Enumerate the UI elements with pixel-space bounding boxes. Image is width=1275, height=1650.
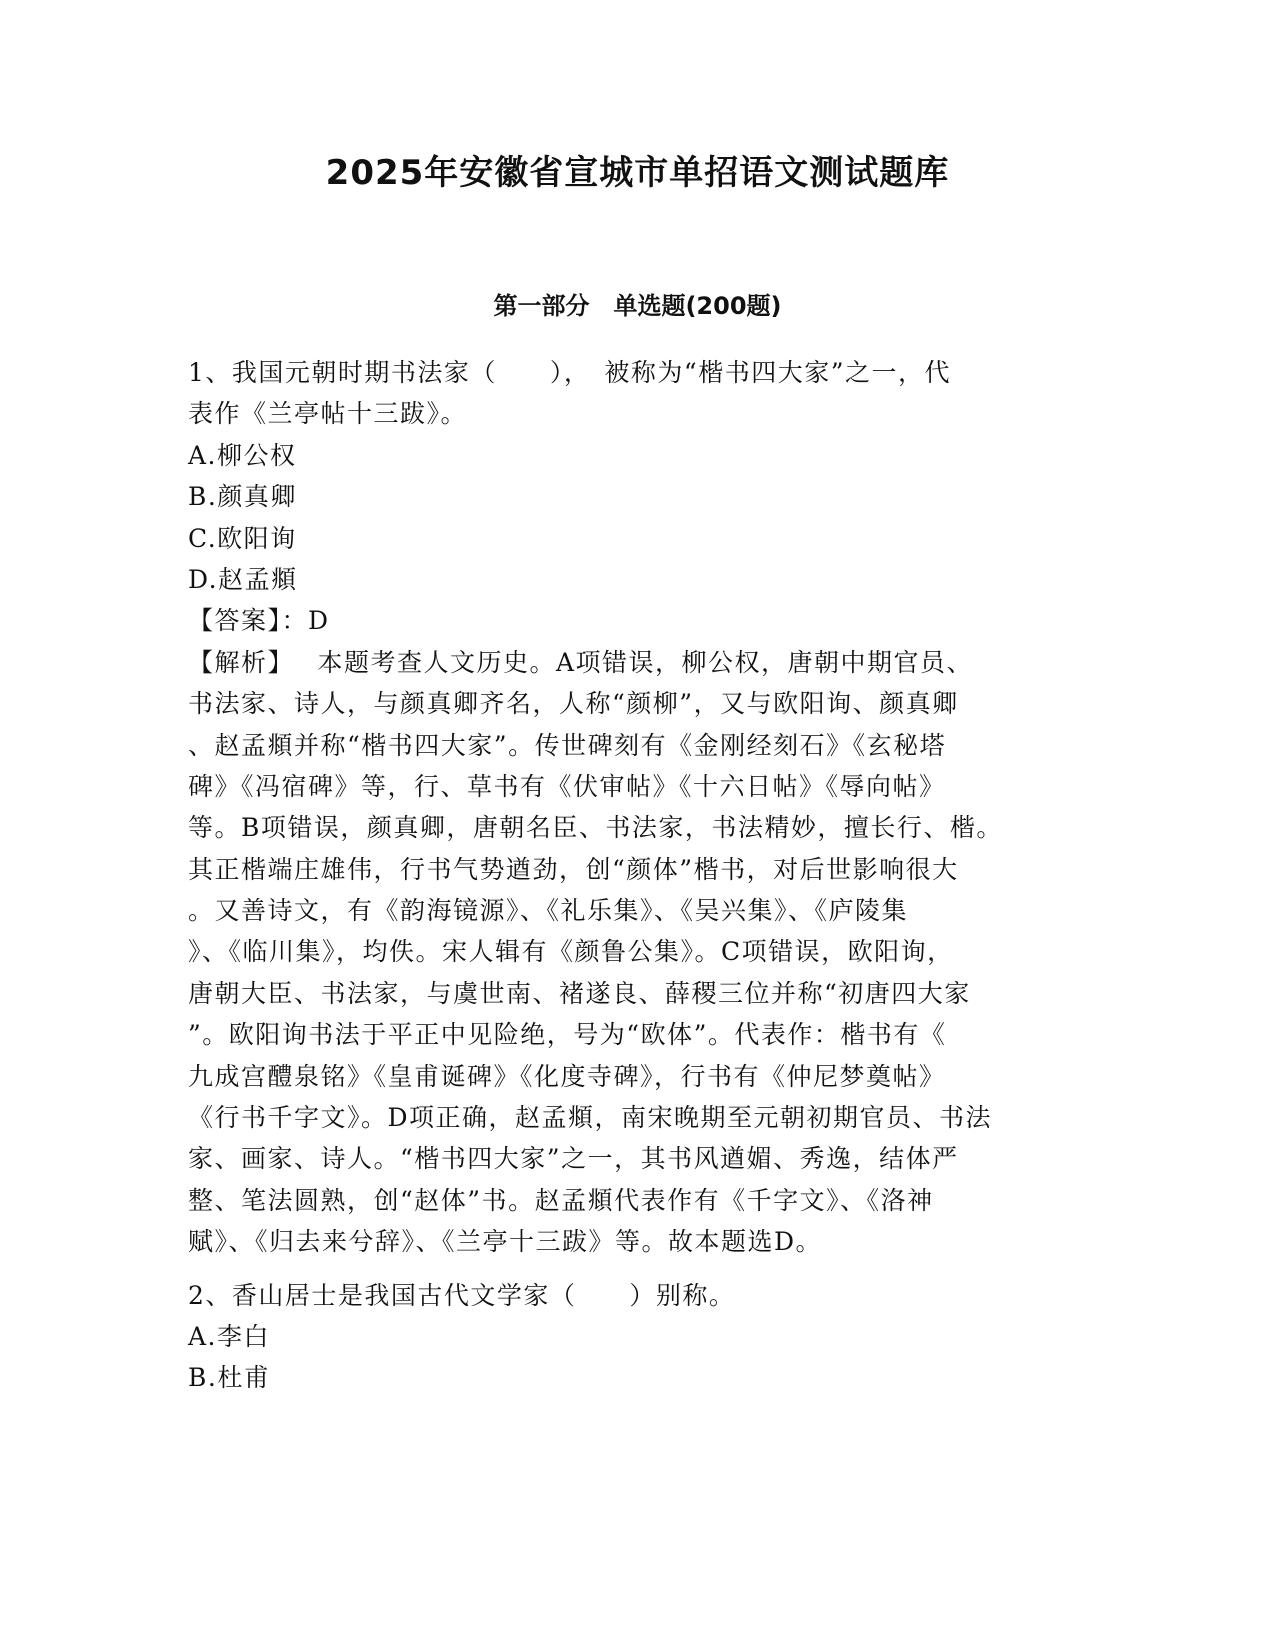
option-a: A.李白 <box>188 1321 271 1351</box>
analysis-line: 《行书千字文》。D项正确，赵孟頫，南宋晚期至元朝初期官员、书法 <box>188 1103 993 1133</box>
answer-line: 【答案】：D <box>188 606 330 636</box>
analysis-line: 碑》《冯宿碑》等，行、草书有《伏审帖》《十六日帖》《辱向帖》 <box>188 771 946 801</box>
question-2 <box>188 1275 1088 1399</box>
analysis-line: 书法家、诗人，与颜真卿齐名，人称“颜柳”，又与欧阳询、颜真卿 <box>188 689 959 719</box>
analysis-line: 九成宫醴泉铭》《皇甫诞碑》《化度寺碑》，行书有《仲尼梦奠帖》 <box>188 1061 946 1091</box>
analysis-line: 其正楷端庄雄伟，行书气势遒劲，创“颜体”楷书，对后世影响很大 <box>188 854 959 884</box>
option-c: C.欧阳询 <box>188 523 297 553</box>
option-b: B.杜甫 <box>188 1363 271 1393</box>
section-title: 第一部分 单选题(200题) <box>493 292 782 320</box>
analysis-line: 等。B项错误，颜真卿，唐朝名臣、书法家，书法精妙，擅长行、楷。 <box>188 813 1003 843</box>
question-list <box>188 352 1088 1399</box>
analysis-line: 、赵孟頫并称“楷书四大家”。传世碑刻有《金刚经刻石》《玄秘塔 <box>188 730 947 760</box>
question-stem-line: 表作《兰亭帖十三跋》。 <box>188 399 468 429</box>
analysis-line: ”。欧阳询书法于平正中见险绝，号为“欧体”。代表作：楷书有《 <box>188 1020 947 1050</box>
analysis-line: 。又善诗文，有《韵海镜源》、《礼乐集》、《吴兴集》、《庐陵集 <box>188 896 909 926</box>
analysis-line: 赋》、《归去来兮辞》、《兰亭十三跋》等。故本题选D。 <box>188 1227 823 1257</box>
question-stem-line: 1、我国元朝时期书法家（ ）， 被称为“楷书四大家”之一，代 <box>188 358 951 387</box>
analysis-line: 家、画家、诗人。“楷书四大家”之一，其书风遒媚、秀逸，结体严 <box>188 1144 959 1174</box>
question-spacer <box>188 1263 1088 1275</box>
analysis-line: 》、《临川集》，均佚。宋人辑有《颜鲁公集》。C项错误，欧阳询， <box>188 937 954 967</box>
question-stem-line: 2、香山居士是我国古代文学家（ ）别称。 <box>188 1280 736 1310</box>
option-b: B.颜真卿 <box>188 482 297 512</box>
analysis-line: 整、笔法圆熟，创“赵体”书。赵孟頫代表作有《千字文》、《洛神 <box>188 1185 934 1215</box>
analysis-line: 唐朝大臣、书法家，与虞世南、褚遂良、薛稷三位并称“初唐四大家 <box>188 978 971 1008</box>
option-a: A.柳公权 <box>188 440 297 470</box>
option-d: D.赵孟頫 <box>188 564 298 594</box>
analysis-block <box>188 642 1088 1263</box>
page-title: 2025年安徽省宣城市单招语文测试题库 <box>325 153 950 193</box>
analysis-line: 【解析】 本题考查人文历史。A项错误，柳公权，唐朝中期官员、 <box>188 647 974 677</box>
question-1 <box>188 352 1088 1263</box>
